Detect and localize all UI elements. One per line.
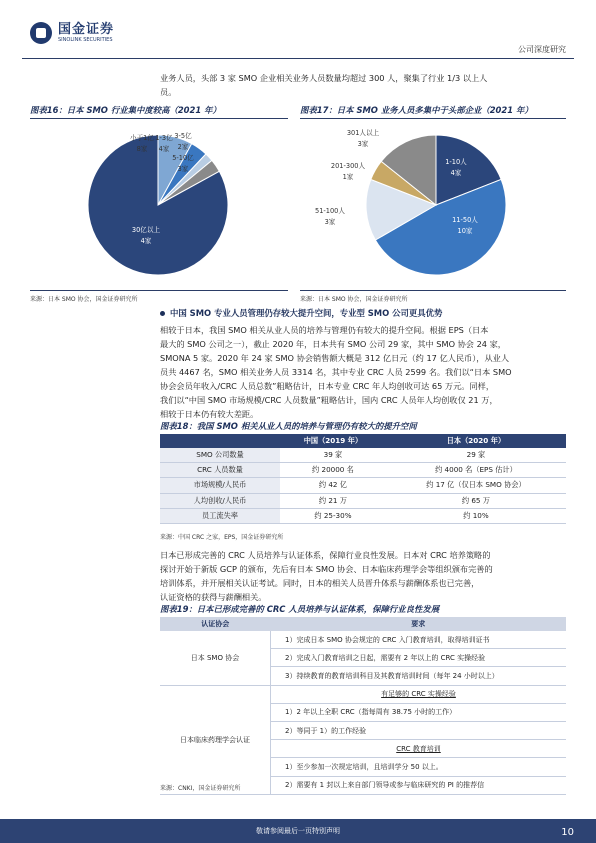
fig17-source: 来源：日本 SMO 协会，国金证券研究所: [300, 296, 408, 303]
requirement-item: 2）等同于 1）的工作经验: [271, 721, 567, 739]
para2-line: 培训体系，并开展相关认证考试。同时，日本的相关人员晋升体系与薪酬体系也已完善，: [160, 578, 480, 588]
table-cell: 约 65 万: [386, 493, 566, 508]
fig17-slice-count: 3家: [357, 140, 369, 148]
table-header-row: [160, 617, 566, 631]
requirement-item: 1）完成日本 SMO 协会规定的 CRC 入门教育培训，取得培训证书: [271, 631, 567, 649]
requirement-item: 1）至少参加一次规定培训，且培训学分 50 以上。: [271, 758, 567, 776]
table-row: [160, 508, 566, 523]
requirement-item: 3）持续教育的教育培训科目及其教育培训时间（每年 24 小时以上）: [271, 667, 567, 685]
table-cell: 约 17 亿（仅日本 SMO 协会）: [386, 478, 566, 493]
requirement-item: 1）2 年以上全职 CRC（指每周有 38.75 小时的工作）: [271, 703, 567, 721]
section-heading-text: 中国 SMO 专业人员管理仍存较大提升空间，专业型 SMO 公司更具优势: [170, 308, 443, 318]
fig18-table: [160, 434, 566, 524]
org-cell-smo-association: 日本 SMO 协会: [160, 631, 271, 685]
table-cell: 约 42 亿: [280, 478, 386, 493]
table-header-cell: 中国（2019 年）: [280, 434, 386, 448]
requirement-item: 2）需要有 1 封以上来自部门领导或参与临床研究的 PI 的推荐信: [271, 776, 567, 794]
para2-line: 日本已形成完善的 CRC 人员培养与认证体系，保障行业良性发展。日本对 CRC 培养策略的: [160, 550, 491, 560]
bullet-icon: [160, 311, 165, 316]
fig19-table: [160, 617, 566, 795]
fig18-source: 来源：中国 CRC 之家，EPS，国金证券研究所: [160, 534, 284, 541]
fig16-title: 图表16：日本 SMO 行业集中度较高（2021 年）: [30, 105, 221, 115]
table-cell: 约 21 万: [280, 493, 386, 508]
table-header-cell: 要求: [271, 617, 567, 631]
table-cell: 约 10%: [386, 508, 566, 523]
fig16-slice-label: 5-10亿: [172, 154, 194, 162]
fig16-slice-label: 3-5亿: [174, 132, 192, 140]
table-cell: 29 家: [386, 448, 566, 463]
requirement-subheading: 有足够的 CRC 实操经验: [381, 690, 456, 699]
fig16-slice-label: 1-3亿: [155, 134, 173, 142]
document-type: 公司深度研究: [518, 45, 566, 54]
table-row: [160, 685, 566, 703]
fig19-source: 来源：CNKI，国金证券研究所: [160, 785, 241, 792]
table-cell: 约 4000 名（EPS 估计）: [386, 463, 566, 478]
section-heading: [160, 307, 442, 319]
table-row: [160, 463, 566, 478]
fig16-source: 来源：日本 SMO 协会，国金证券研究所: [30, 296, 138, 303]
section-line: 最大的 SMO 公司之一），截止 2020 年，日本共有 SMO 公司 29 家，其中 SMO 协会 24 家，: [160, 339, 506, 349]
fig16-pie-chart: [30, 120, 288, 290]
logo-name-en: SINOLINK SECURITIES: [58, 37, 113, 43]
fig16-slice-count: 2家: [177, 143, 189, 151]
section-line: 员共 4467 名，SMO 相关业务人员 3314 名，其中专业 CRC 人员 2599 名。我们以“日本 SMO: [160, 367, 512, 377]
footer-disclaimer: 敬请参阅最后一页特别声明: [256, 827, 340, 835]
logo-mark-icon: [30, 22, 52, 44]
table-row: [160, 448, 566, 463]
fig17-slice-label: 11-50人: [452, 216, 478, 224]
fig16-slice-label: 30亿以上: [131, 226, 161, 234]
requirement-item: 2）完成入门教育培训之日起，需要有 2 年以上的 CRC 实操经验: [271, 649, 567, 667]
table-row: [160, 631, 566, 649]
table-cell: 市场规模/人民币: [160, 478, 280, 493]
table-cell: 员工流失率: [160, 508, 280, 523]
table-header-cell: 日本（2020 年）: [386, 434, 566, 448]
fig17-pie-chart: [300, 120, 566, 290]
fig16-bottom-rule: [30, 290, 288, 291]
fig17-slice-count: 3家: [324, 218, 336, 226]
fig19-title: 图表19：日本已形成完善的 CRC 人员培养与认证体系，保障行业良性发展: [160, 604, 440, 614]
section-line: 我们以“中国 SMO 市场规模/CRC 人员数量”粗略估计，国内 CRC 人员年人均创收仅 21 万，: [160, 395, 498, 405]
table-header-row: [160, 434, 566, 448]
para2-line: 认证资格的获得与薪酬相关。: [160, 592, 267, 602]
fig17-slice-label: 51-100人: [315, 207, 345, 215]
table-cell: 39 家: [280, 448, 386, 463]
para2-line: 探讨开始于新版 GCP 的颁布，先后有日本 SMO 协会、日本临床药理学会等组织颁布完善的: [160, 564, 493, 574]
fig16-slice-label: 小于1亿: [130, 134, 154, 142]
header-divider: [22, 58, 574, 59]
fig17-slice-label: 301人以上: [346, 129, 380, 137]
org-cell-clinical-pharmacology: 日本临床药理学会认证: [160, 685, 271, 794]
fig16-title-rule: [30, 118, 288, 119]
fig18-title: 图表18：我国 SMO 相关从业人员的培养与管理仍有较大的提升空间: [160, 421, 417, 431]
fig16-slice-count: 8家: [136, 145, 148, 153]
fig17-slice-count: 4家: [450, 169, 462, 177]
fig17-slice-label: 1-10人: [445, 158, 467, 166]
table-row: [160, 478, 566, 493]
section-line: 协会会员年收入/CRC 人员总数”粗略估计，日本专业 CRC 年人均创收可达 65 万元。同样，: [160, 381, 495, 391]
fig17-slice-count: 10家: [457, 227, 473, 235]
company-logo: [30, 22, 114, 44]
fig17-title-rule: [300, 118, 566, 119]
fig16-slice-count: 3家: [177, 165, 189, 173]
section-line: SMONA 5 家。2020 年 24 家 SMO 协会销售额大概是 312 亿日元（约 17 亿人民币），从业人: [160, 353, 510, 363]
table-cell: CRC 人员数量: [160, 463, 280, 478]
table-cell: 约 25-30%: [280, 508, 386, 523]
table-cell: 约 20000 名: [280, 463, 386, 478]
table-header-cell: [160, 434, 280, 448]
fig17-title: 图表17：日本 SMO 业务人员多集中于头部企业（2021 年）: [300, 105, 533, 115]
fig17-bottom-rule: [300, 290, 566, 291]
section-line: 相较于日本，我国 SMO 相关从业人员的培养与管理仍有较大的提升空间。根据 EPS（日本: [160, 325, 489, 335]
page-number: 10: [561, 827, 574, 838]
fig17-slice-count: 1家: [342, 173, 354, 181]
logo-name-cn: 国金证券: [58, 22, 115, 37]
table-header-cell: 认证协会: [160, 617, 271, 631]
requirement-subheading: CRC 教育培训: [396, 744, 441, 753]
fig17-slice-label: 201-300人: [330, 162, 366, 170]
table-row: [160, 493, 566, 508]
fig16-slice-count: 4家: [158, 145, 170, 153]
table-cell: SMO 公司数量: [160, 448, 280, 463]
intro-line-1: 业务人员，头部 3 家 SMO 企业相关业务人员数量均超过 300 人，聚集了行业 1/3 以上人: [160, 73, 488, 83]
section-line: 相较于日本仍有较大差距。: [160, 409, 259, 419]
intro-line-2: 员。: [160, 87, 177, 97]
table-cell: 人均创收/人民币: [160, 493, 280, 508]
fig16-slice-count: 4家: [140, 237, 152, 245]
